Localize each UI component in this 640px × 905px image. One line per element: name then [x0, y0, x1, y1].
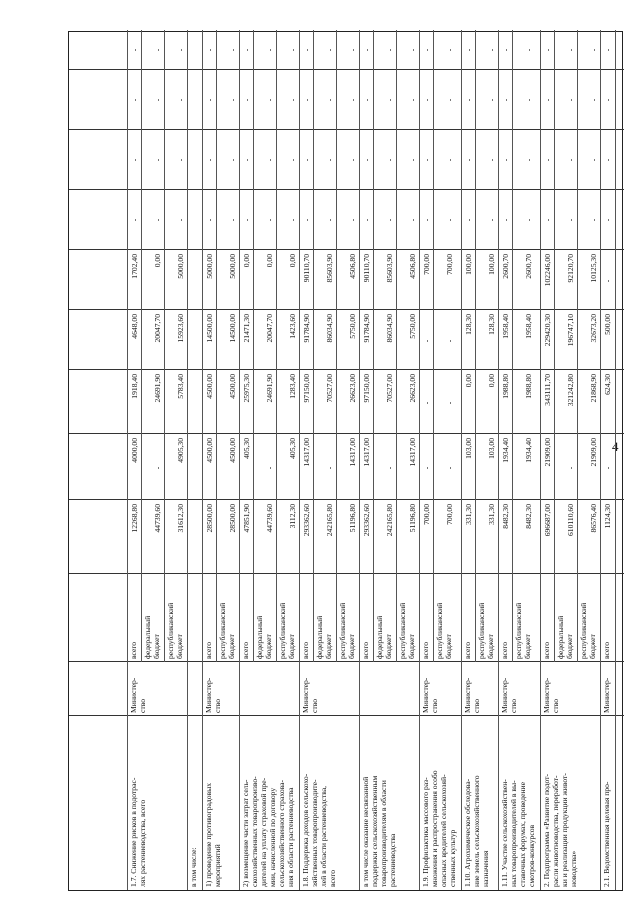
subrow-rule: [577, 30, 578, 662]
empty-value: -: [325, 98, 334, 102]
empty-value: -: [265, 218, 274, 222]
amount-value: 242165,80: [385, 504, 394, 537]
amount-value: 4506,80: [408, 254, 417, 279]
amount-value: 2600,70: [524, 254, 533, 279]
amount-value: 1918,40: [130, 374, 139, 399]
empty-value: -: [603, 466, 612, 470]
empty-value: -: [348, 48, 357, 52]
empty-value: -: [288, 158, 297, 162]
amount-value: 21868,90: [589, 374, 598, 403]
funding-source: республиканский бюджет: [166, 602, 184, 659]
amount-value: 405,30: [288, 438, 297, 459]
empty-value: -: [445, 401, 454, 405]
amount-value: 44739,60: [265, 504, 274, 533]
amount-value: 1423,60: [288, 314, 297, 339]
row-rule: [498, 30, 499, 890]
amount-value: 26623,00: [348, 374, 357, 403]
amount-value: 91784,90: [362, 314, 371, 343]
amount-value: 14317,00: [302, 438, 311, 467]
empty-value: -: [589, 98, 598, 102]
empty-value: -: [385, 48, 394, 52]
row-rule: [299, 30, 300, 890]
empty-value: -: [288, 218, 297, 222]
amount-value: 14500,00: [228, 314, 237, 343]
amount-value: 90110,70: [362, 254, 371, 283]
empty-value: -: [543, 158, 552, 162]
empty-value: -: [205, 98, 214, 102]
empty-value: -: [589, 218, 598, 222]
amount-value: 70527,00: [325, 374, 334, 403]
funding-source: республиканский бюджет: [514, 602, 532, 659]
amount-value: 5750,00: [348, 314, 357, 339]
amount-value: 321242,80: [566, 374, 575, 407]
funding-source: республиканский бюджет: [398, 602, 416, 659]
amount-value: 21909,00: [543, 438, 552, 467]
empty-value: -: [422, 466, 431, 470]
amount-value: 103,00: [464, 438, 473, 459]
funding-source: республиканский бюджет: [218, 602, 236, 659]
amount-value: 128,30: [464, 314, 473, 335]
amount-value: 128,30: [487, 314, 496, 335]
empty-value: -: [422, 401, 431, 405]
empty-value: -: [408, 218, 417, 222]
empty-value: -: [464, 158, 473, 162]
amount-value: 4648,00: [130, 314, 139, 339]
amount-value: 2600,70: [501, 254, 510, 279]
amount-value: 4506,80: [348, 254, 357, 279]
funding-source: республиканский бюджет: [435, 602, 453, 659]
funding-source: федеральный бюджет: [375, 615, 393, 659]
amount-value: 70527,00: [385, 374, 394, 403]
amount-value: 0,00: [487, 374, 496, 388]
funding-source: федеральный бюджет: [556, 615, 574, 659]
amount-value: 5000,00: [228, 254, 237, 279]
empty-value: -: [176, 48, 185, 52]
empty-value: -: [265, 98, 274, 102]
amount-value: 196747,10: [566, 314, 575, 347]
amount-value: 700,00: [422, 254, 431, 275]
amount-value: 1958,40: [501, 314, 510, 339]
subrow-rule: [336, 30, 337, 662]
amount-value: 4500,00: [205, 438, 214, 463]
empty-value: -: [130, 158, 139, 162]
row-rule: [540, 30, 541, 890]
row-item-title: 1.8. Поддержка доходов сельскохо- зяйственных товаропроизводите- лей в области растениеводства, всего: [301, 773, 337, 887]
amount-value: 86576,40: [589, 504, 598, 533]
empty-value: -: [501, 158, 510, 162]
empty-value: -: [385, 98, 394, 102]
header-rule: [127, 30, 128, 890]
empty-value: -: [265, 466, 274, 470]
amount-value: 24691,90: [265, 374, 274, 403]
amount-value: 8482,30: [524, 504, 533, 529]
amount-value: 610110,60: [566, 504, 575, 536]
empty-value: -: [603, 98, 612, 102]
amount-value: 85603,90: [385, 254, 394, 283]
empty-value: -: [242, 158, 251, 162]
amount-value: 86034,90: [325, 314, 334, 343]
empty-value: -: [130, 218, 139, 222]
empty-value: -: [228, 158, 237, 162]
amount-value: 4500,00: [205, 374, 214, 399]
funding-source: всего: [421, 641, 430, 659]
empty-value: -: [603, 218, 612, 222]
empty-value: -: [445, 339, 454, 343]
amount-value: 4000,00: [130, 438, 139, 463]
empty-value: -: [153, 98, 162, 102]
subrow-rule: [276, 30, 277, 662]
funding-source: республиканский бюджет: [477, 602, 495, 659]
amount-value: 5783,40: [176, 374, 185, 399]
amount-value: 3112,30: [288, 504, 297, 529]
empty-value: -: [566, 466, 575, 470]
amount-value: 14317,00: [348, 438, 357, 467]
row-agency: Министер- ство: [204, 677, 222, 713]
funding-source: всего: [361, 641, 370, 659]
amount-value: 343111,70: [543, 374, 552, 406]
amount-value: 4500,00: [228, 374, 237, 399]
amount-value: 14317,00: [408, 438, 417, 467]
amount-value: 5000,00: [205, 254, 214, 279]
row-item-title: в том числе:: [189, 847, 198, 887]
funding-source: всего: [500, 641, 509, 659]
row-item-title: 1) проведение противоградовых мероприятий: [204, 782, 222, 887]
empty-value: -: [589, 48, 598, 52]
empty-value: -: [348, 158, 357, 162]
amount-value: 4500,00: [228, 438, 237, 463]
funding-source: республиканский бюджет: [579, 602, 597, 659]
subrow-rule: [216, 30, 217, 662]
empty-value: -: [589, 158, 598, 162]
amount-value: 92120,70: [566, 254, 575, 283]
row-item-title: 1.10. Агрохимическое обследова- ние земель сельскохозяйственного назначения: [463, 775, 490, 887]
row-agency: Министер- ство: [500, 677, 518, 713]
amount-value: 26623,00: [408, 374, 417, 403]
empty-value: -: [362, 218, 371, 222]
empty-value: -: [153, 158, 162, 162]
row-agency: Министер-: [602, 677, 611, 713]
empty-value: -: [302, 158, 311, 162]
subrow-rule: [313, 30, 314, 662]
funding-source: федеральный бюджет: [315, 615, 333, 659]
amount-value: 0,00: [242, 254, 251, 268]
amount-value: 1124,30: [603, 504, 612, 529]
empty-value: -: [176, 218, 185, 222]
empty-value: -: [408, 158, 417, 162]
amount-value: 1934,40: [501, 438, 510, 463]
amount-value: 20047,70: [265, 314, 274, 343]
funding-source: всего: [241, 641, 250, 659]
empty-value: -: [445, 466, 454, 470]
row-agency: Министер- ство: [542, 677, 560, 713]
amount-value: 0,00: [464, 374, 473, 388]
empty-value: -: [422, 218, 431, 222]
empty-value: -: [445, 98, 454, 102]
empty-value: -: [487, 48, 496, 52]
empty-value: -: [464, 48, 473, 52]
empty-value: -: [288, 98, 297, 102]
empty-value: -: [543, 48, 552, 52]
amount-value: 14317,00: [362, 438, 371, 467]
amount-value: 624,30: [603, 374, 612, 395]
empty-value: -: [385, 218, 394, 222]
amount-value: 12268,80: [130, 504, 139, 533]
row-rule: [202, 30, 203, 890]
row-agency: Министер- ство: [421, 677, 439, 713]
amount-value: 0,00: [265, 254, 274, 268]
amount-value: 31612,30: [176, 504, 185, 533]
amount-value: 1934,40: [524, 438, 533, 463]
empty-value: -: [153, 218, 162, 222]
amount-value: 20047,70: [153, 314, 162, 343]
empty-value: -: [153, 48, 162, 52]
amount-value: 1988,80: [501, 374, 510, 399]
empty-value: -: [501, 218, 510, 222]
amount-value: 700,00: [445, 254, 454, 275]
empty-value: -: [464, 218, 473, 222]
empty-value: -: [325, 158, 334, 162]
empty-value: -: [348, 98, 357, 102]
empty-value: -: [302, 218, 311, 222]
page-number: 4: [612, 439, 619, 454]
row-item-title: 2. Подпрограмма «Развитие подот- расли животноводства, переработ- ки и реализации продукции живот- новодства»: [542, 773, 578, 887]
subrow-rule: [554, 30, 555, 662]
amount-value: 229420,30: [543, 314, 552, 347]
empty-value: -: [566, 158, 575, 162]
amount-value: 331,30: [487, 504, 496, 525]
empty-value: -: [130, 48, 139, 52]
subrow-rule: [373, 30, 374, 662]
amount-value: 90110,70: [302, 254, 311, 283]
amount-value: 51196,80: [348, 504, 357, 533]
empty-value: -: [422, 98, 431, 102]
amount-value: 8482,30: [501, 504, 510, 529]
subrow-rule: [141, 30, 142, 662]
empty-value: -: [130, 98, 139, 102]
empty-value: -: [445, 218, 454, 222]
empty-value: -: [543, 98, 552, 102]
amount-value: 1988,80: [524, 374, 533, 399]
empty-value: -: [153, 466, 162, 470]
amount-value: 331,30: [464, 504, 473, 525]
amount-value: 1283,40: [288, 374, 297, 399]
funding-source: всего: [463, 641, 472, 659]
subrow-rule: [253, 30, 254, 662]
funding-source: всего: [602, 641, 611, 659]
empty-value: -: [242, 98, 251, 102]
budget-table: [68, 31, 623, 891]
amount-value: 10125,30: [589, 254, 598, 283]
empty-value: -: [325, 218, 334, 222]
empty-value: -: [265, 48, 274, 52]
empty-value: -: [408, 98, 417, 102]
amount-value: 44739,60: [153, 504, 162, 533]
empty-value: -: [362, 48, 371, 52]
empty-value: -: [176, 158, 185, 162]
amount-value: 500,00: [603, 314, 612, 335]
empty-value: -: [566, 48, 575, 52]
empty-value: -: [543, 218, 552, 222]
row-rule: [239, 30, 240, 890]
amount-value: 100,00: [464, 254, 473, 275]
subrow-rule: [433, 30, 434, 662]
row-agency: Министер- ство: [463, 677, 481, 713]
funding-source: республиканский бюджет: [278, 602, 296, 659]
funding-source: республиканский бюджет: [338, 602, 356, 659]
row-rule: [600, 30, 601, 890]
amount-value: 103,00: [487, 438, 496, 459]
empty-value: -: [566, 218, 575, 222]
row-item-title: 2) возмещение части затрат сель- скохозяйственных товаропроизво- дителей на уплату страховой пре- мии, начисленной по договору сельскохозяйственного страхова- ния в области растениеводства: [241, 776, 295, 887]
empty-value: -: [242, 48, 251, 52]
empty-value: -: [487, 158, 496, 162]
row-item-title: 1.7. Снижение рисков в подотрас- лях растениеводства, всего: [129, 777, 147, 887]
amount-value: 97150,00: [302, 374, 311, 403]
amount-value: 100,00: [487, 254, 496, 275]
empty-value: -: [362, 158, 371, 162]
empty-value: -: [566, 98, 575, 102]
amount-value: 32673,20: [589, 314, 598, 343]
row-rule: [359, 30, 360, 890]
empty-value: -: [228, 98, 237, 102]
empty-value: -: [445, 158, 454, 162]
empty-value: -: [385, 466, 394, 470]
amount-value: 242165,80: [325, 504, 334, 537]
subrow-rule: [396, 30, 397, 662]
amount-value: 102246,00: [543, 254, 552, 287]
empty-value: -: [288, 48, 297, 52]
amount-value: 700,00: [445, 504, 454, 525]
empty-value: -: [524, 158, 533, 162]
funding-source: всего: [204, 641, 213, 659]
amount-value: 24691,90: [153, 374, 162, 403]
row-agency: Министер- ство: [301, 677, 319, 713]
amount-value: 1958,40: [524, 314, 533, 339]
row-item-title: 1.9. Профилактика массового раз- множения и распространения особо опасных вредителей сельскохозяй- ственных культур: [421, 770, 457, 887]
amount-value: 91784,90: [302, 314, 311, 343]
amount-value: 21909,00: [589, 438, 598, 467]
row-item-title: в том числе оказание несвязанной поддержки сельскохозяйственным товаропроизводителям в области растениеводства: [361, 775, 397, 887]
amount-value: 21471,30: [242, 314, 251, 343]
empty-value: -: [501, 98, 510, 102]
funding-source: всего: [129, 641, 138, 659]
empty-value: -: [603, 48, 612, 52]
empty-value: -: [524, 48, 533, 52]
empty-value: -: [603, 158, 612, 162]
empty-value: -: [603, 279, 612, 283]
subrow-rule: [475, 30, 476, 662]
empty-value: -: [487, 218, 496, 222]
funding-source: федеральный бюджет: [255, 615, 273, 659]
empty-value: -: [445, 48, 454, 52]
amount-value: 14500,00: [205, 314, 214, 343]
amount-value: 4905,30: [176, 438, 185, 463]
funding-source: всего: [542, 641, 551, 659]
empty-value: -: [408, 48, 417, 52]
row-item-title: 1.11. Участие сельскохозяйствен- ных товаропроизводителей в вы- ставочных форумах, проведение смотров-конкурсов: [500, 779, 536, 887]
amount-value: 28500,00: [205, 504, 214, 533]
row-rule: [419, 30, 420, 890]
row-rule: [187, 30, 188, 890]
empty-value: -: [242, 218, 251, 222]
empty-value: -: [422, 48, 431, 52]
empty-value: -: [205, 218, 214, 222]
amount-value: 47851,90: [242, 504, 251, 533]
amount-value: 1702,40: [130, 254, 139, 279]
amount-value: 97150,00: [362, 374, 371, 403]
amount-value: 700,00: [422, 504, 431, 525]
empty-value: -: [524, 218, 533, 222]
empty-value: -: [422, 339, 431, 343]
empty-value: -: [176, 98, 185, 102]
funding-source: всего: [301, 641, 310, 659]
empty-value: -: [265, 158, 274, 162]
row-item-title: 2.1. Ведомственная целевая про-: [602, 781, 611, 887]
empty-value: -: [348, 218, 357, 222]
empty-value: -: [302, 98, 311, 102]
amount-value: 405,30: [242, 438, 251, 459]
empty-value: -: [524, 98, 533, 102]
amount-value: 5000,00: [176, 254, 185, 279]
amount-value: 0,00: [288, 254, 297, 268]
amount-value: 5750,00: [408, 314, 417, 339]
amount-value: 25975,30: [242, 374, 251, 403]
amount-value: 293362,60: [362, 504, 371, 537]
empty-value: -: [385, 158, 394, 162]
amount-value: 15923,60: [176, 314, 185, 343]
empty-value: -: [362, 98, 371, 102]
row-rule: [461, 30, 462, 890]
funding-source: федеральный бюджет: [143, 615, 161, 659]
amount-value: 0,00: [153, 254, 162, 268]
amount-value: 696687,00: [543, 504, 552, 537]
empty-value: -: [422, 158, 431, 162]
amount-value: 86034,90: [385, 314, 394, 343]
empty-value: -: [228, 218, 237, 222]
empty-value: -: [302, 48, 311, 52]
amount-value: 28500,00: [228, 504, 237, 533]
empty-value: -: [325, 466, 334, 470]
empty-value: -: [205, 158, 214, 162]
empty-value: -: [501, 48, 510, 52]
empty-value: -: [228, 48, 237, 52]
amount-value: 85603,90: [325, 254, 334, 283]
empty-value: -: [487, 98, 496, 102]
empty-value: -: [325, 48, 334, 52]
subrow-rule: [512, 30, 513, 662]
amount-value: 51196,80: [408, 504, 417, 533]
subrow-rule: [164, 30, 165, 662]
row-agency: Министер- ство: [129, 677, 147, 713]
empty-value: -: [205, 48, 214, 52]
rotated-table-area: [68, 31, 623, 891]
empty-value: -: [464, 98, 473, 102]
row-rule: [615, 30, 616, 890]
amount-value: 293362,60: [302, 504, 311, 537]
